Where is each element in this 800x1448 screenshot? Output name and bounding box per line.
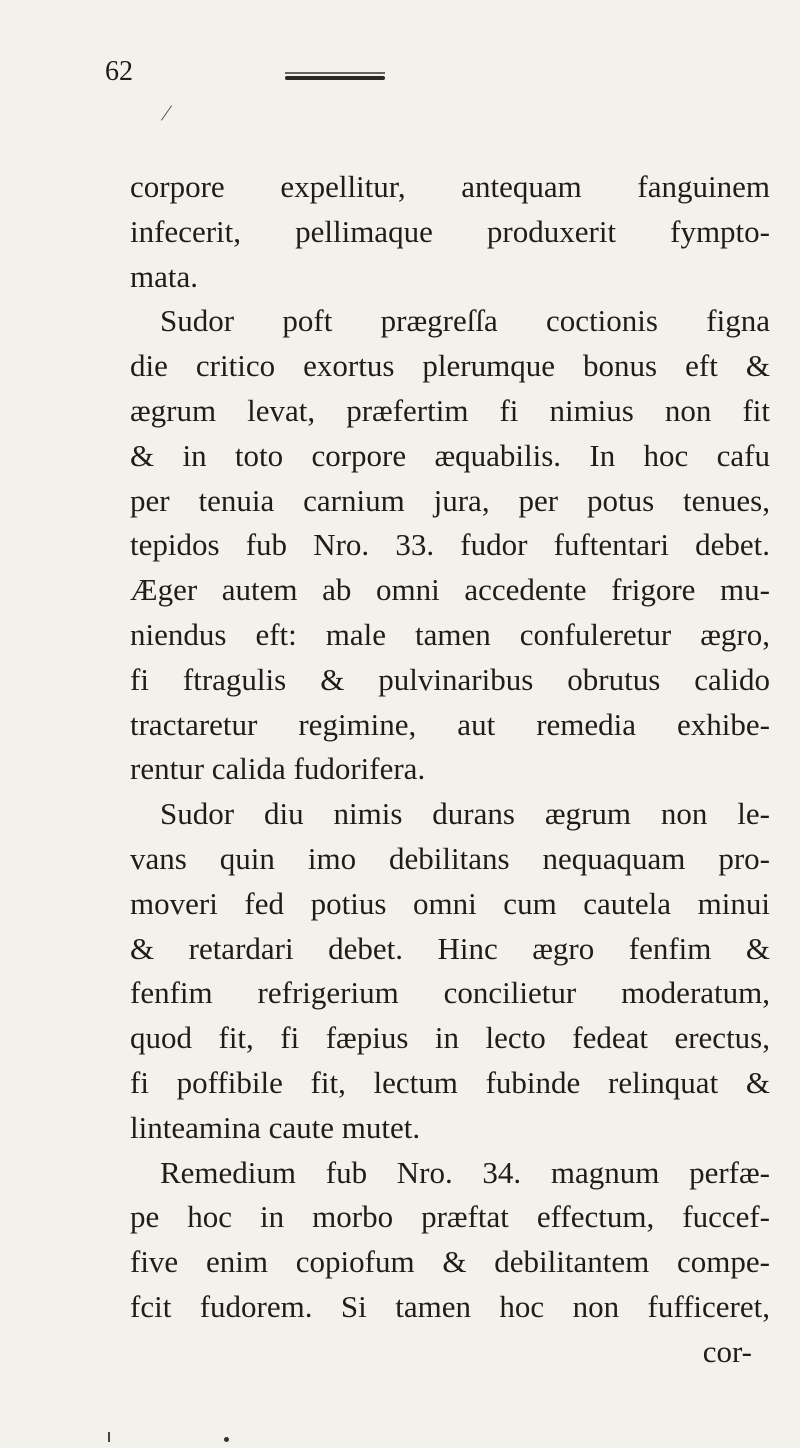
- text-line: niendus eft: male tamen confuleretur ægro,: [130, 616, 770, 652]
- stray-mark: [161, 105, 172, 120]
- text-line: Æger autem ab omni accedente frigore mu-: [130, 572, 770, 608]
- text-line: infecerit, pellimaque produxerit fympto-: [130, 213, 770, 249]
- text-line: per tenuia carnium jura, per potus tenues,: [130, 482, 770, 518]
- text-line: Sudor poft prægreſſa coctionis figna: [160, 303, 770, 339]
- body-text: [130, 165, 770, 1375]
- text-line: ægrum levat, præfertim fi nimius non fit: [130, 392, 770, 428]
- text-line: quod fit, fi fæpius in lecto fedeat erectus,: [130, 1020, 770, 1056]
- text-line: pe hoc in morbo præftat effectum, fuccef-: [130, 1199, 770, 1235]
- text-line: tractaretur regimine, aut remedia exhibe-: [130, 706, 770, 742]
- text-line: vans quin imo debilitans nequaquam pro-: [130, 840, 770, 876]
- text-line: & retardari debet. Hinc ægro fenfim &: [130, 930, 770, 966]
- ink-speck: [108, 1432, 110, 1442]
- text-line: fcit fudorem. Si tamen hoc non fufficeret,: [130, 1288, 770, 1324]
- text-line: rentur calida fudorifera.: [130, 751, 426, 787]
- text-line: corpore expellitur, antequam fanguinem: [130, 169, 770, 204]
- page-number: 62: [105, 56, 133, 87]
- text-line: Sudor diu nimis durans ægrum non le-: [160, 796, 770, 832]
- text-line: fenfim refrigerium concilietur moderatum,: [130, 975, 770, 1011]
- catchword: cor-: [702, 1333, 752, 1369]
- text-line: five enim copiofum & debilitantem compe-: [130, 1244, 770, 1280]
- text-line: mata.: [130, 258, 198, 294]
- text-line: fi ftragulis & pulvinaribus obrutus calido: [130, 661, 770, 697]
- text-line: linteamina caute mutet.: [130, 1109, 421, 1145]
- text-line: tepidos fub Nro. 33. fudor fuftentari debet.: [130, 527, 770, 563]
- text-line: moveri fed potius omni cum cautela minui: [130, 885, 770, 921]
- text-line: fi poffibile fit, lectum fubinde relinquat &: [130, 1064, 770, 1100]
- text-line: die critico exortus plerumque bonus eft &: [130, 348, 770, 384]
- text-line: Remedium fub Nro. 34. magnum perfæ-: [160, 1154, 770, 1190]
- header-ornament-rule: [285, 76, 385, 80]
- ink-speck: [224, 1437, 229, 1442]
- text-line: & in toto corpore æquabilis. In hoc cafu: [130, 437, 770, 473]
